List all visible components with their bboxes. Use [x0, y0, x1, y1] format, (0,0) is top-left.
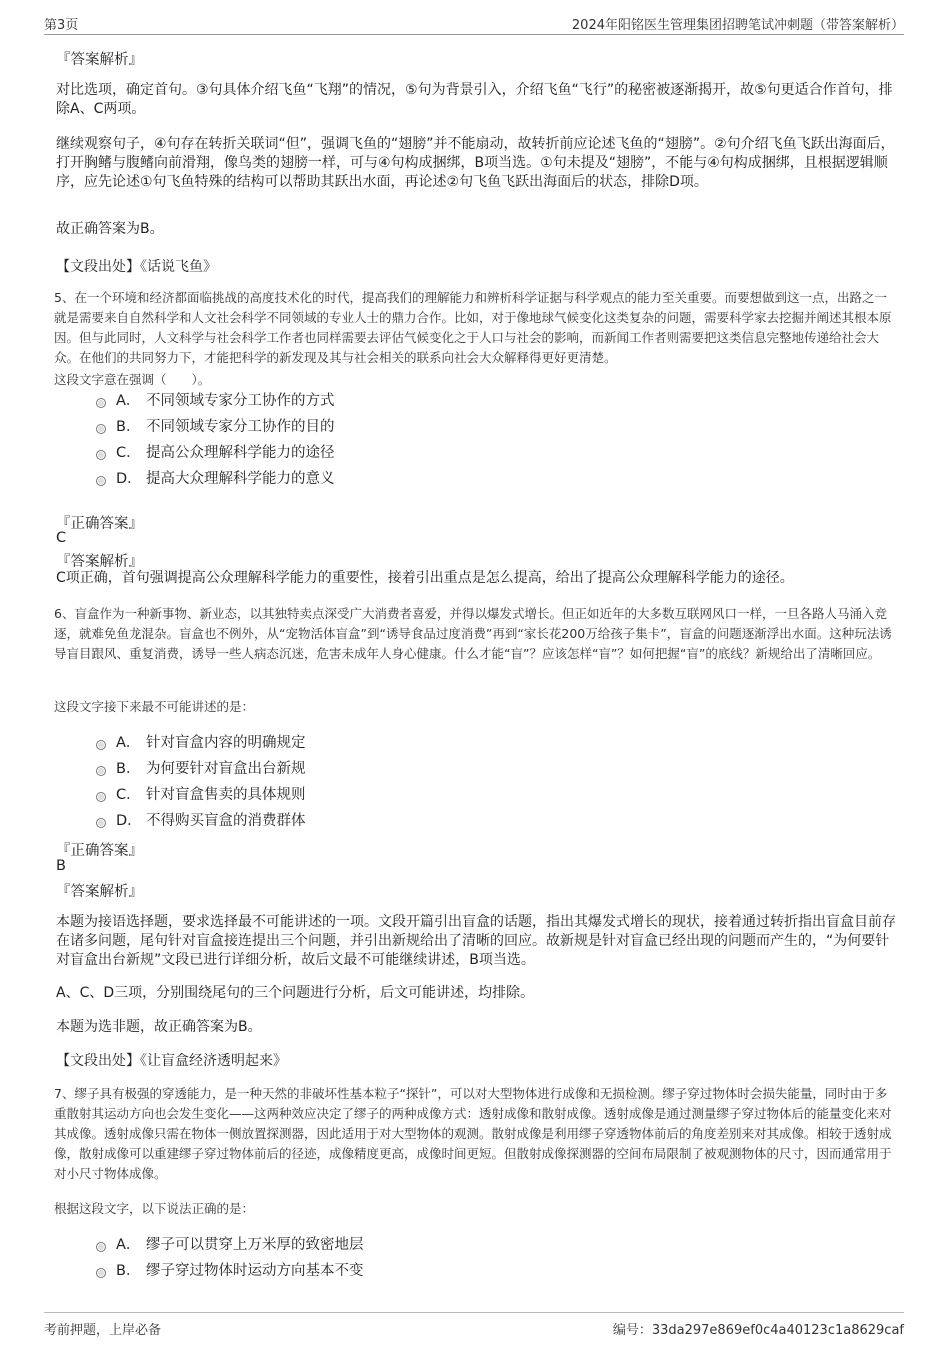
- q4-analysis-label: 『答案解析』: [56, 52, 143, 68]
- q6-prompt: 这段文字接下来最不可能讲述的是：: [54, 699, 255, 714]
- q5-option-c[interactable]: C． 提高公众理解科学能力的途径: [96, 442, 335, 464]
- q7-option-b[interactable]: B． 缪子穿过物体时运动方向基本不变: [96, 1260, 364, 1282]
- q5-stem: 5、在一个环境和经济都面临挑战的高度技术化的时代，提高我们的理解能力和辨析科学证据与科学观点的能力至关重要。而要想做到这一点，出路之一就是需要来自自然科学和人文社会科学不同领域的专业人士的鼎力合作。比如，对于像地球气候变化这类复杂的问题，需要科学家去挖掘并阐述其根本原因。但与此同时，人文科学与社会科学工作者也同样需要去评估气候变化之于人口与社会的影响，而新闻工作者则需要把这类信息完整地传递给社会大众。在他们的共同努力下，才能把科学的新发现及其与社会相关的联系向社会大众解释得更好更清楚。: [54, 290, 892, 365]
- radio-icon[interactable]: [96, 450, 106, 460]
- document-id: 编号：33da297e869ef0c4a40123c1a8629caf: [612, 1323, 904, 1338]
- q5-prompt: 这段文字意在强调（ ）。: [54, 372, 211, 387]
- q7-prompt: 根据这段文字，以下说法正确的是：: [54, 1201, 255, 1216]
- q5-analysis-label: 『答案解析』: [56, 554, 143, 570]
- page-header: [44, 14, 904, 35]
- q5-correct-answer: C: [56, 530, 67, 546]
- q6-source: 【文段出处】《让盲盒经济透明起来》: [56, 1053, 287, 1069]
- q6-stem: 6、盲盒作为一种新事物、新业态，以其独特卖点深受广大消费者喜爱，并得以爆发式增长。但正如近年的大多数互联网风口一样，一旦各路人马涌入竞逐，就难免鱼龙混杂。盲盒也不例外，从“宠物活体盲盒”到“诱导食品过度消费”再到“家长花200万给孩子集卡”，盲盒的问题逐渐浮出水面。这种玩法诱导盲目跟风、重复消费，诱导一些人病态沉迷，危害未成年人身心健康。什么才能“盲”？应该怎样“盲”？如何把握“盲”的底线？新规给出了清晰回应。: [54, 606, 892, 661]
- q7-option-a[interactable]: A． 缪子可以贯穿上万米厚的致密地层: [96, 1234, 364, 1256]
- radio-icon[interactable]: [96, 740, 106, 750]
- radio-icon[interactable]: [96, 1268, 106, 1278]
- radio-icon[interactable]: [96, 818, 106, 828]
- q6-correct-label: 『正确答案』: [56, 843, 143, 859]
- q4-source: 【文段出处】《话说飞鱼》: [56, 259, 217, 275]
- radio-icon[interactable]: [96, 792, 106, 802]
- q6-analysis-label: 『答案解析』: [56, 884, 143, 900]
- document-title: 2024年阳铭医生管理集团招聘笔试冲刺题（带答案解析）: [571, 18, 904, 33]
- radio-icon[interactable]: [96, 766, 106, 776]
- page-footer: [44, 1312, 904, 1337]
- radio-icon[interactable]: [96, 398, 106, 408]
- q6-analysis-para1: 本题为接语选择题，要求选择最不可能讲述的一项。文段开篇引出盲盒的话题，指出其爆发式增长的现状，接着通过转折指出盲盒目前存在诸多问题，尾句针对盲盒接连提出三个问题，并引出新规给出了清晰的回应。故新规是针对盲盒已经出现的问题而产生的，“为何要针对盲盒出台新规”文段已进行详细分析，故后文最不可能继续讲述，B项当选。: [56, 914, 896, 968]
- q4-analysis-para1: 对比选项，确定首句。③句具体介绍飞鱼“飞翔”的情况，⑤句为背景引入，介绍飞鱼“飞行”的秘密被逐渐揭开，故⑤句更适合作首句，排除A、C两项。: [56, 82, 893, 117]
- q5-option-d[interactable]: D． 提高大众理解科学能力的意义: [96, 468, 335, 490]
- q6-option-d[interactable]: D． 不得购买盲盒的消费群体: [96, 810, 306, 832]
- q6-analysis-para2: A、C、D三项，分别围绕尾句的三个问题进行分析，后文可能讲述，均排除。: [56, 985, 535, 1001]
- q6-option-c[interactable]: C． 针对盲盒售卖的具体规则: [96, 784, 306, 806]
- q4-analysis-para3: 故正确答案为B。: [56, 221, 164, 237]
- q6-option-b[interactable]: B． 为何要针对盲盒出台新规: [96, 758, 306, 780]
- radio-icon[interactable]: [96, 1242, 106, 1252]
- page-number: 第3页: [44, 18, 79, 33]
- q4-analysis-para2: 继续观察句子，④句存在转折关联词“但”，强调飞鱼的“翅膀”并不能扇动，故转折前应论述飞鱼的“翅膀”。②句介绍飞鱼飞跃出海面后，打开胸鳍与腹鳍向前滑翔，像鸟类的翅膀一样，可与④句构成捆绑，B项当选。①句未提及“翅膀”，不能与④句构成捆绑，且根据逻辑顺序，应先论述①句飞鱼特殊的结构可以帮助其跃出水面，再论述②句飞鱼飞跃出海面后的状态，排除D项。: [56, 136, 895, 190]
- q6-correct-answer: B: [56, 858, 66, 874]
- radio-icon[interactable]: [96, 424, 106, 434]
- q6-option-a[interactable]: A． 针对盲盒内容的明确规定: [96, 732, 306, 754]
- radio-icon[interactable]: [96, 476, 106, 486]
- q5-correct-label: 『正确答案』: [56, 516, 143, 532]
- q5-analysis: C项正确，首句强调提高公众理解科学能力的重要性，接着引出重点是怎么提高，给出了提高公众理解科学能力的途径。: [56, 570, 794, 586]
- q7-stem: 7、缪子具有极强的穿透能力，是一种天然的非破坏性基本粒子“探针”，可以对大型物体进行成像和无损检测。缪子穿过物体时会损失能量，同时由于多重散射其运动方向也会发生变化——这两种效应决定了缪子的两种成像方式：透射成像和散射成像。透射成像是通过测量缪子穿过物体后的能量变化来对其成像。透射成像只需在物体一侧放置探测器，因此适用于对大型物体的观测。散射成像是利用缪子穿透物体前后的角度差别来对其成像。相较于透射成像，散射成像可以重建缪子穿过物体前后的径迹，成像精度更高，成像时间更短。但散射成像探测器的空间布局限制了被观测物体的尺寸，因而通常用于对小尺寸物体成像。: [54, 1086, 892, 1181]
- footer-slogan: 考前押题，上岸必备: [44, 1323, 162, 1338]
- q6-analysis-para3: 本题为选非题，故正确答案为B。: [56, 1019, 262, 1035]
- q5-option-a[interactable]: A． 不同领域专家分工协作的方式: [96, 390, 335, 412]
- q5-option-b[interactable]: B． 不同领域专家分工协作的目的: [96, 416, 335, 438]
